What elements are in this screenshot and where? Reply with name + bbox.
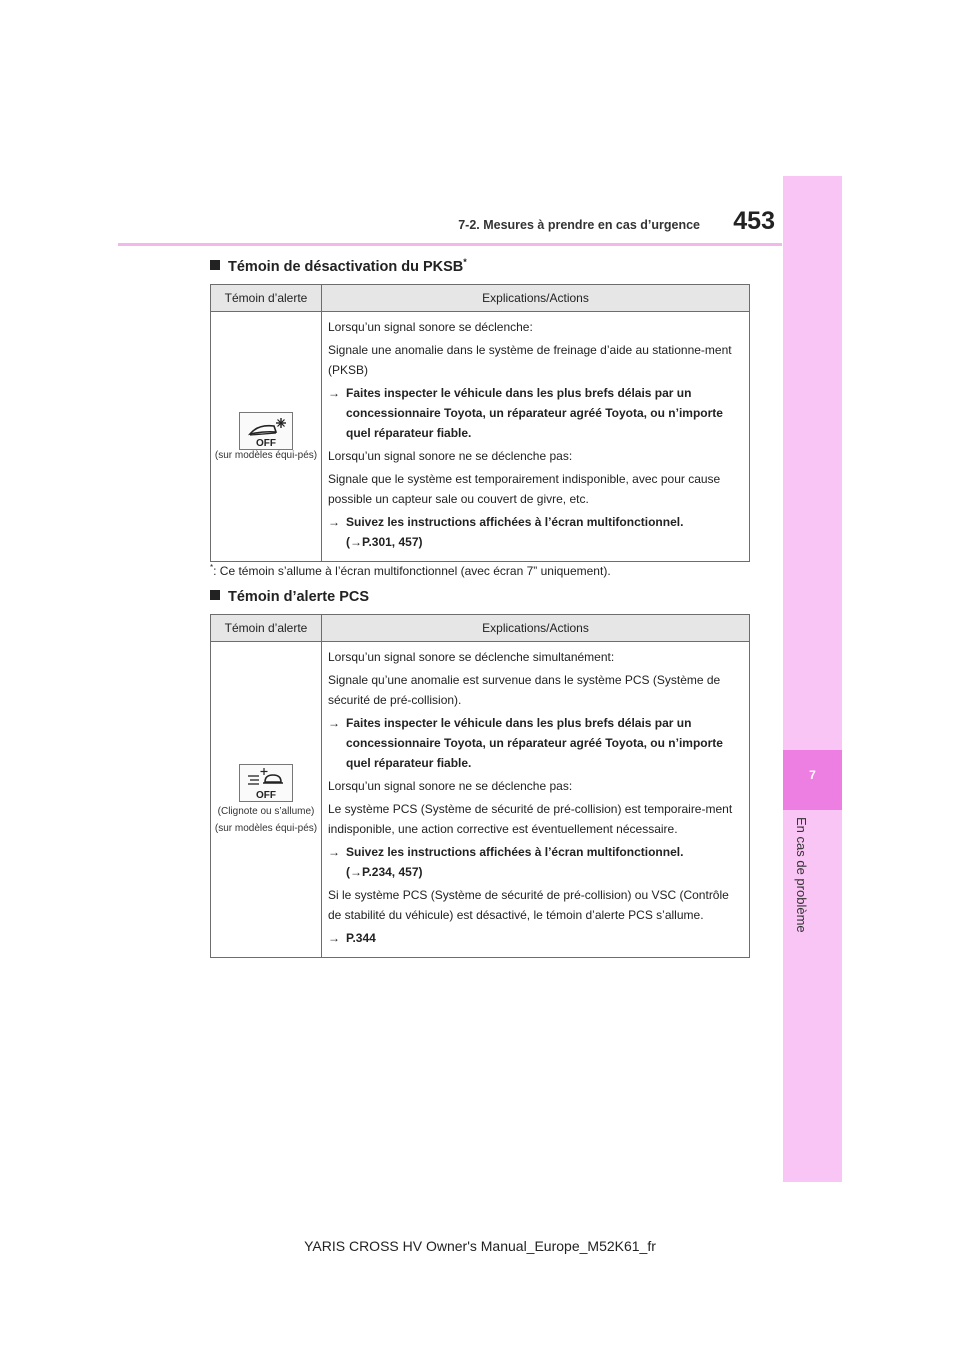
action-item xyxy=(328,842,743,882)
page-number: 453 xyxy=(733,207,775,235)
paragraph: Lorsqu’un signal sonore ne se déclenche pas: xyxy=(328,779,573,793)
table-header-row xyxy=(211,285,750,312)
pcs-warning-table xyxy=(210,614,750,958)
footnote-marker: * xyxy=(210,563,214,572)
paragraph: Signale que le système est temporairement indisponible, avec pour cause possible un capteur sale ou couvert de givre, etc. xyxy=(328,472,721,506)
column-header: Explications/Actions xyxy=(322,615,750,642)
column-header: Témoin d’alerte xyxy=(211,615,322,642)
action-text: Faites inspecter le véhicule dans les plus brefs délais par un concessionnaire Toyota, un réparateur agréé Toyota, ou n’importe quel réparateur fiable. xyxy=(346,386,723,440)
action-item xyxy=(328,713,743,773)
paragraph: Lorsqu’un signal sonore se déclenche: xyxy=(328,320,533,334)
svg-text:OFF: OFF xyxy=(256,790,276,801)
paragraph: Si le système PCS (Système de sécurité de pré-collision) ou VSC (Contrôle de stabilité du véhicule) est désactivé, le témoin d’alerte PCS s’allume. xyxy=(328,888,729,922)
chapter-side-strip xyxy=(783,176,842,1182)
arrow-icon: → xyxy=(328,386,340,400)
chapter-number-tab[interactable] xyxy=(783,750,842,810)
action-text: Suivez les instructions affichées à l’écran multifonctionnel. xyxy=(346,845,684,859)
icon-note: (Clignote ou s’allume) xyxy=(217,806,315,817)
paragraph: Lorsqu’un signal sonore se déclenche simultanément: xyxy=(328,650,615,664)
arrow-icon: → xyxy=(328,515,340,529)
column-header: Témoin d’alerte xyxy=(211,285,322,312)
pksb-warning-table xyxy=(210,284,750,562)
page-reference-link[interactable]: P.344 xyxy=(346,931,376,945)
icon-note: (sur modèles équi-pés) xyxy=(214,823,318,834)
paragraph: Le système PCS (Système de sécurité de pré-collision) est temporaire-ment indisponible, une action corrective est éventuellement nécessaire. xyxy=(328,802,733,836)
arrow-icon: → xyxy=(328,845,340,859)
pcs-off-icon xyxy=(239,764,293,802)
action-text: Faites inspecter le véhicule dans les plus brefs délais par un concessionnaire Toyota, un réparateur agréé Toyota, ou n’importe quel réparateur fiable. xyxy=(346,716,723,770)
section-heading-pcs xyxy=(210,589,369,605)
warning-light-cell xyxy=(211,642,322,958)
pksb-off-icon xyxy=(239,412,293,450)
page-reference-link[interactable]: (→P.301, 457) xyxy=(346,535,423,549)
section-heading-pksb xyxy=(210,257,467,275)
footnote xyxy=(210,563,611,578)
square-bullet-icon xyxy=(210,590,220,600)
action-item xyxy=(328,928,743,948)
page-reference-link[interactable]: (→P.234, 457) xyxy=(346,865,423,879)
square-bullet-icon xyxy=(210,260,220,270)
table-header-row xyxy=(211,615,750,642)
action-text: Suivez les instructions affichées à l’écran multifonctionnel. xyxy=(346,515,684,529)
footnote-marker: * xyxy=(463,257,467,267)
table-row xyxy=(211,642,750,958)
column-header: Explications/Actions xyxy=(322,285,750,312)
section-title: Témoin de désactivation du PKSB xyxy=(228,258,464,275)
header-divider xyxy=(118,243,782,246)
arrow-icon: → xyxy=(328,931,340,945)
action-item xyxy=(328,512,743,552)
warning-light-cell xyxy=(211,312,322,562)
chapter-number: 7 xyxy=(809,768,816,782)
explanation-cell xyxy=(322,642,750,958)
section-header-title: 7-2. Mesures à prendre en cas d’urgence xyxy=(458,218,700,232)
action-item xyxy=(328,383,743,443)
explanation-cell xyxy=(322,312,750,562)
paragraph: Signale une anomalie dans le système de freinage d’aide au stationne-ment (PKSB) xyxy=(328,343,732,377)
svg-text:OFF: OFF xyxy=(256,437,276,449)
table-row xyxy=(211,312,750,562)
chapter-title: En cas de problème xyxy=(794,817,809,933)
footnote-text: : Ce témoin s’allume à l’écran multifonctionnel (avec écran 7” uniquement). xyxy=(213,564,611,578)
section-title: Témoin d’alerte PCS xyxy=(228,589,370,605)
footer-text: YARIS CROSS HV Owner's Manual_Europe_M52K61_fr xyxy=(304,1238,656,1254)
paragraph: Lorsqu’un signal sonore ne se déclenche pas: xyxy=(328,449,573,463)
icon-note: (sur modèles équi-pés) xyxy=(214,449,318,461)
paragraph: Signale qu’une anomalie est survenue dans le système PCS (Système de sécurité de pré-collision). xyxy=(328,673,721,707)
arrow-icon: → xyxy=(328,716,340,730)
